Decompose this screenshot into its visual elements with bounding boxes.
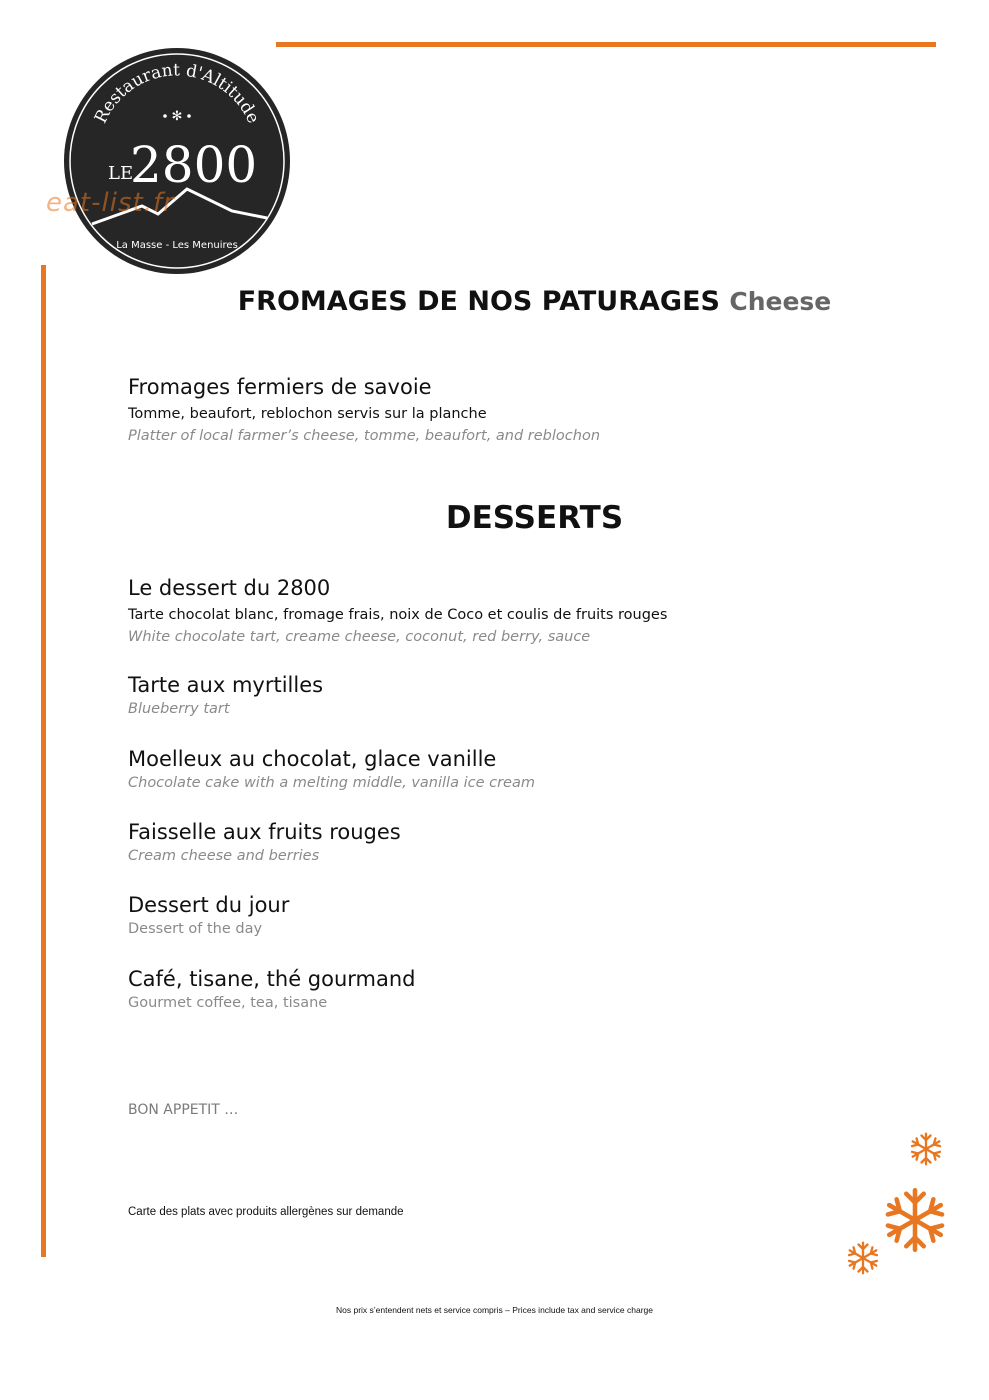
item-name: Tarte aux myrtilles	[128, 673, 324, 697]
snowflake-icon	[880, 1185, 950, 1255]
cheese-title-en: Cheese	[729, 287, 832, 316]
item-name: Café, tisane, thé gourmand	[128, 967, 416, 991]
watermark-text: eat-list.fr	[46, 188, 175, 218]
menu-item	[128, 819, 928, 867]
snowflake-icon	[908, 1131, 944, 1167]
item-name: Fromages fermiers de savoie	[128, 375, 432, 399]
logo-arc-text: Restaurant d'Altitude	[90, 60, 264, 127]
item-description-en: Dessert of the day	[128, 921, 263, 937]
restaurant-logo	[62, 46, 292, 276]
desserts-section-title: DESSERTS	[445, 500, 624, 536]
price-footer: Nos prix s’entendent nets et service compris – Prices include tax and service charge	[335, 1305, 653, 1315]
item-description-en: Chocolate cake with a melting middle, vanilla ice cream	[128, 775, 535, 791]
allergen-note: Carte des plats avec produits allergènes sur demande	[128, 1206, 404, 1218]
logo-prefix: LE	[108, 163, 134, 184]
item-description-en: Cream cheese and berries	[128, 848, 320, 864]
menu-item	[128, 672, 928, 720]
side-decorative-rule	[41, 265, 46, 1257]
menu-item	[128, 746, 928, 794]
item-description-fr: Tarte chocolat blanc, fromage frais, noix de Coco et coulis de fruits rouges	[128, 607, 668, 623]
item-description-en: Platter of local farmer’s cheese, tomme, beaufort, and reblochon	[128, 428, 601, 444]
logo-number: 2800	[130, 136, 258, 194]
item-description-en: White chocolate tart, creame cheese, coconut, red berry, sauce	[128, 629, 591, 645]
item-name: Faisselle aux fruits rouges	[128, 820, 401, 844]
item-description-en: Gourmet coffee, tea, tisane	[128, 995, 328, 1011]
menu-item	[128, 575, 928, 648]
cheese-section-title	[40, 286, 989, 317]
menu-item	[128, 892, 928, 940]
cheese-title-fr: FROMAGES DE NOS PATURAGES	[237, 286, 720, 317]
top-decorative-rule	[276, 42, 936, 47]
snowflake-icon	[845, 1240, 881, 1276]
logo-location: La Masse - Les Menuires	[116, 240, 238, 251]
item-name: Moelleux au chocolat, glace vanille	[128, 747, 497, 771]
svg-text:✻: ✻	[171, 109, 183, 124]
item-name: Dessert du jour	[128, 893, 290, 917]
menu-item	[128, 966, 928, 1014]
menu-item	[128, 374, 928, 447]
item-description-en: Blueberry tart	[128, 701, 230, 717]
item-description-fr: Tomme, beaufort, reblochon servis sur la planche	[128, 406, 487, 422]
closing-text: BON APPETIT …	[128, 1102, 239, 1118]
item-name: Le dessert du 2800	[128, 576, 331, 600]
